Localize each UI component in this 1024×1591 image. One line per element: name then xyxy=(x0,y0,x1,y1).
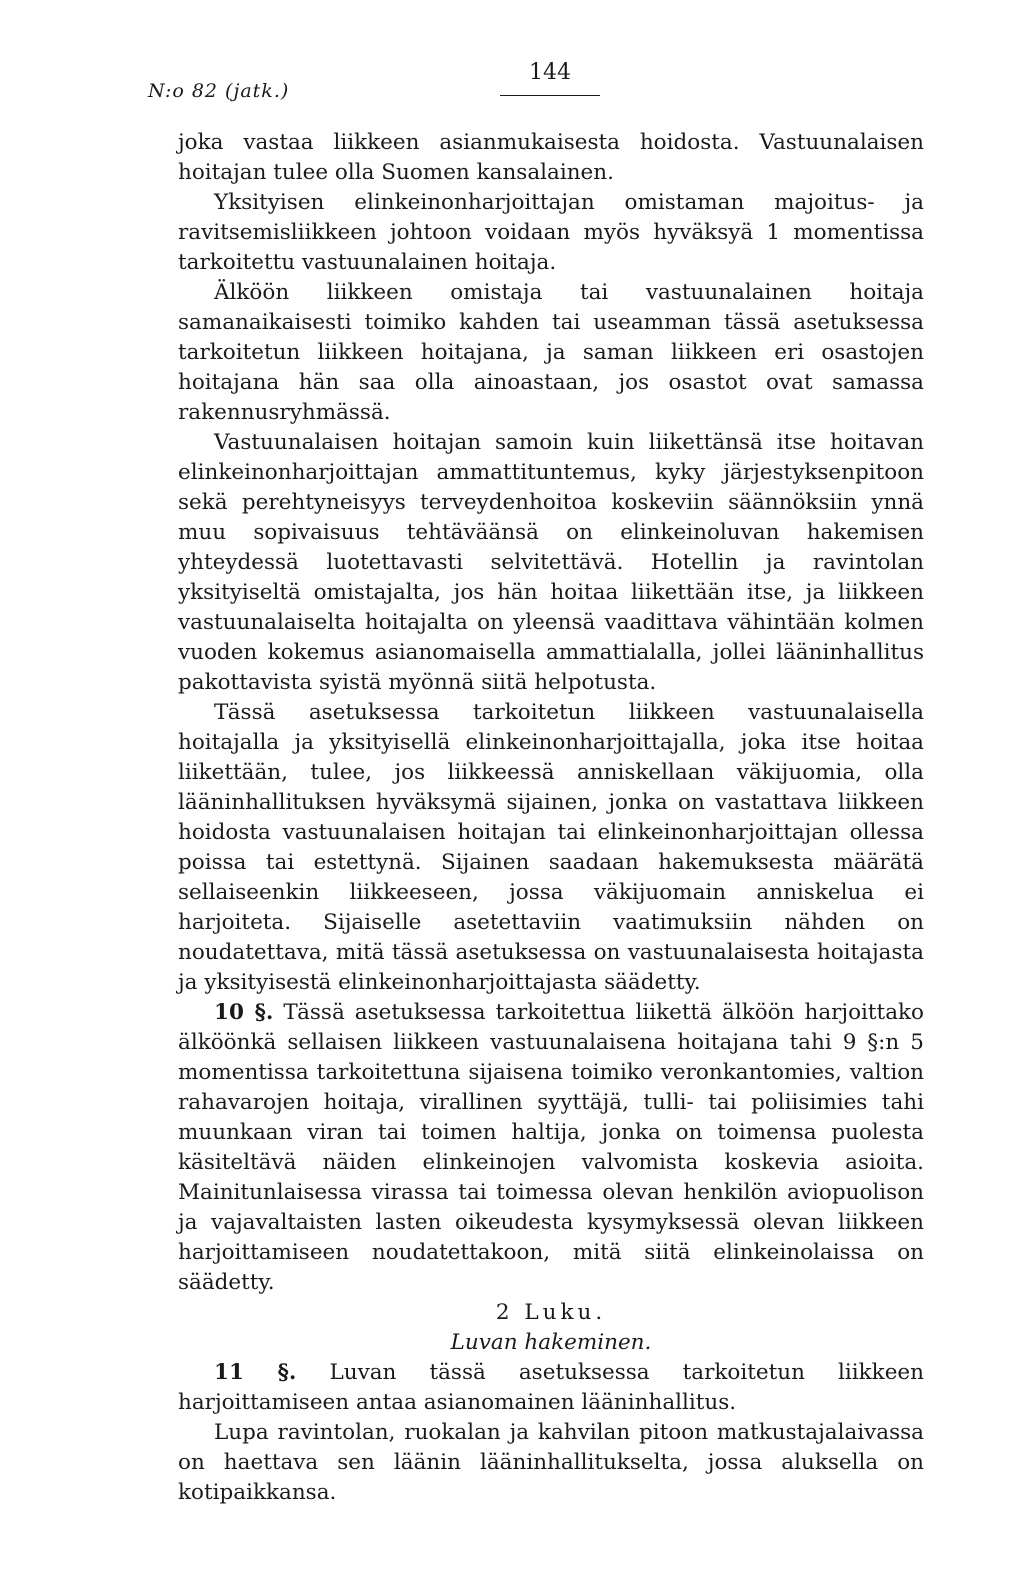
chapter-subtitle: Luvan hakeminen. xyxy=(450,1330,652,1355)
chapter-title: 2 Luku. xyxy=(495,1300,607,1325)
paragraph: joka vastaa liikkeen asianmukaisesta hoidosta. Vastuunalaisen hoitajan tulee olla Suomen kansalainen. xyxy=(178,130,924,185)
paragraph: Vastuunalaisen hoitajan samoin kuin liikettänsä itse hoitavan elinkeinonharjoittajan ammattituntemus, kyky järjestyksenpitoon sekä perehtyneisyys terveydenhoitoa koskeviin säännöksiin ynnä muu sopivaisuus tehtäväänsä on elinkeinoluvan hakemisen yhteydessä luotettavasti selvitettävä. Hotellin ja ravintolan yksityiseltä omistajalta, jos hän hoitaa liikettään itse, ja liikkeen vastuunalaiselta hoitajalta on yleensä vaadittava vähintään kolmen vuoden kokemus asianomaisella ammattialalla, jollei lääninhallitus pakottavista syistä myönnä siitä helpotusta. xyxy=(178,430,924,695)
section-label: 11 §. xyxy=(214,1360,297,1385)
paragraph: Älköön liikkeen omistaja tai vastuunalainen hoitaja samanaikaisesti toimiko kahden tai useamman tässä asetuksessa tarkoitetun liikkeen hoitajana, ja saman liikkeen eri osastojen hoitajana hän saa olla ainoastaan, jos osastot ovat samassa rakennusryhmässä. xyxy=(178,280,924,425)
paragraph: Tässä asetuksessa tarkoitetun liikkeen vastuunalaisella hoitajalla ja yksityisellä elinkeinonharjoittajalla, joka itse hoitaa liikettään, tulee, jos liikkeessä anniskellaan väkijuomia, olla lääninhallituksen hyväksymä sijainen, jonka on vastattava liikkeen hoidosta vastuunalaisen hoitajan tai elinkeinonharjoittajan ollessa poissa tai estettynä. Sijainen saadaan hakemuksesta määrätä sellaiseenkin liikkeeseen, jossa väkijuomain anniskelua ei harjoiteta. Sijaiselle asetettaviin vaatimuksiin nähden on noudatettava, mitä tässä asetuksessa on vastuunalaisesta hoitajasta ja yksityisestä elinkeinonharjoittajasta säädetty. xyxy=(178,700,924,995)
paragraph: Yksityisen elinkeinonharjoittajan omistaman majoitus- ja ravitsemisliikkeen johtoon voidaan myös hyväksyä 1 momentissa tarkoitettu vastuunalainen hoitaja. xyxy=(178,190,924,275)
paragraph: Lupa ravintolan, ruokalan ja kahvilan pitoon matkustajalaivassa on haettava sen läänin lääninhallitukselta, jossa aluksella on kotipaikkansa. xyxy=(178,1420,924,1505)
section-text: Tässä asetuksessa tarkoitettua liikettä älköön harjoittako älköönkä sellaisen liikkeen vastuunalaisena hoitajana tahi 9 §:n 5 momentissa tarkoitettuna sijaisena toimiko veronkantomies, valtion rahavarojen hoitaja, virallinen syyttäjä, tulli- tai poliisimies tahi muunkaan viran tai toimen haltija, jonka on toimensa puolesta käsiteltävä näiden elinkeinojen valvomista koskevia asioita. Mainitunlaisessa virassa tai toimessa olevan henkilön aviopuolison ja vajavaltaisten lasten oikeudesta kysymyksessä olevan liikkeen harjoittamiseen noudatettakoon, mitä siitä elinkeinolaissa on säädetty. xyxy=(178,1000,924,1295)
section-10 xyxy=(178,998,924,1298)
section-text: Luvan tässä asetuksessa tarkoitetun liikkeen harjoittamiseen antaa asianomainen lääninhallitus. xyxy=(178,1360,924,1415)
running-head: N:o 82 (jatk.) xyxy=(148,80,290,102)
page-number: 144 xyxy=(529,60,571,85)
section-11 xyxy=(178,1358,924,1418)
body-text xyxy=(178,128,924,1508)
section-label: 10 §. xyxy=(214,1000,274,1025)
page-number-rule xyxy=(500,95,600,96)
